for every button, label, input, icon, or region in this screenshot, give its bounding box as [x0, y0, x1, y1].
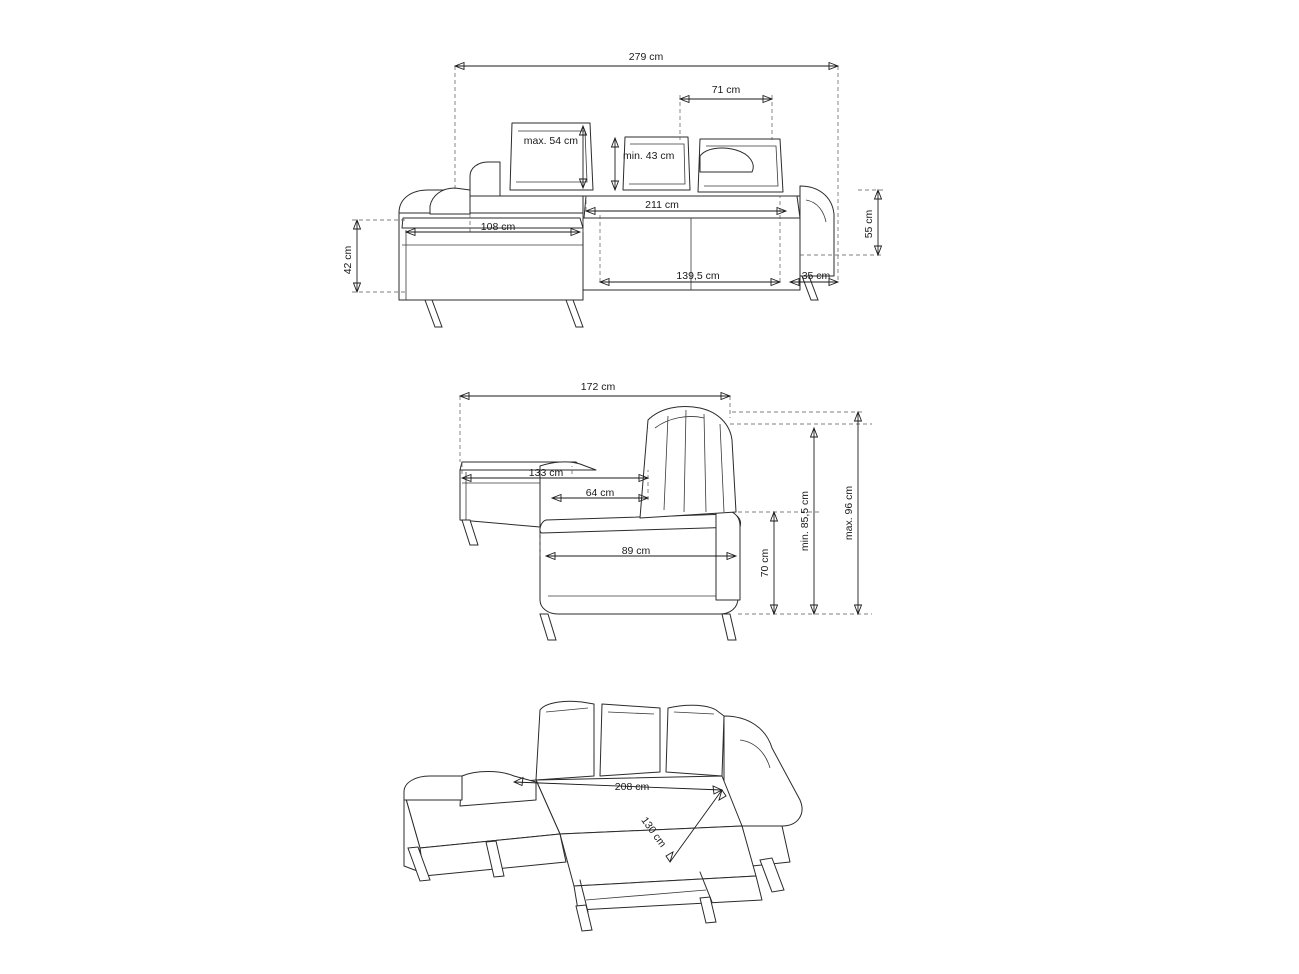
side-backrest-height-dim	[759, 512, 778, 614]
front-total-width-dim	[455, 51, 838, 70]
dim-label-side-chaise-depth: 133 cm	[528, 467, 564, 479]
perspective-view	[404, 701, 802, 931]
dim-label-front-headrest-max-height: max. 54 cm	[523, 135, 578, 147]
dim-label-bed-width: 130 cm	[638, 814, 669, 850]
dim-label-side-seat-depth-small: 64 cm	[585, 487, 615, 499]
dim-label-front-chaise-width: 108 cm	[480, 221, 516, 233]
dim-label-side-total-height-max: max. 96 cm	[843, 485, 855, 541]
front-seat-height-dim	[342, 220, 361, 292]
dim-label-front-seat-height: 42 cm	[342, 245, 354, 275]
side-seat-depth-small-dim	[552, 487, 648, 502]
side-view	[460, 381, 872, 640]
dim-label-front-armrest-width: 35 cm	[801, 270, 831, 282]
side-total-depth-dim	[460, 381, 730, 400]
side-total-height-min-dim	[799, 428, 818, 614]
dim-label-front-base-width: 139,5 cm	[676, 270, 720, 282]
side-total-height-max-dim	[843, 412, 862, 614]
perspective-sofa-outline	[404, 701, 802, 931]
side-sofa-outline	[460, 407, 741, 641]
dim-label-front-headrest-width: 71 cm	[711, 84, 741, 96]
dim-label-side-total-depth: 172 cm	[580, 381, 616, 393]
dim-label-front-backrest-height: 55 cm	[863, 209, 875, 239]
dim-label-front-total-width: 279 cm	[628, 51, 664, 63]
dim-label-bed-length: 208 cm	[614, 781, 650, 793]
dim-label-front-seat-width-main: 211 cm	[645, 199, 679, 211]
front-sofa-outline	[399, 123, 834, 327]
dim-label-side-total-height-min: min. 85,5 cm	[799, 490, 811, 552]
front-view	[342, 51, 884, 327]
dim-label-side-body-depth: 89 cm	[621, 545, 651, 557]
front-backrest-height-dim	[863, 190, 882, 255]
dim-label-front-headrest-min-height: min. 43 cm	[623, 150, 675, 162]
front-headrest-width-dim	[680, 84, 772, 103]
dim-label-side-backrest-height: 70 cm	[759, 548, 771, 578]
